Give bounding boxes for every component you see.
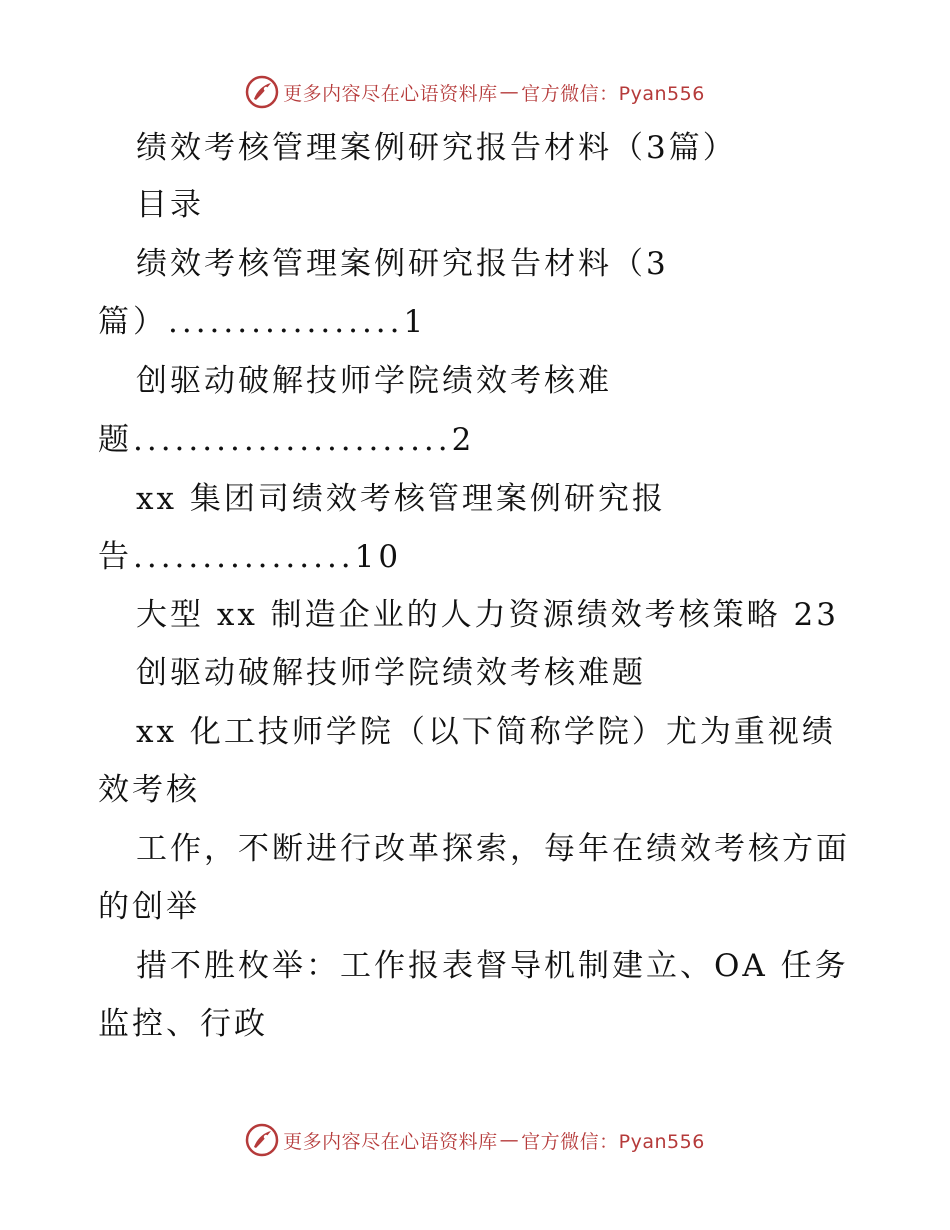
toc-heading: 目录 [136,187,204,223]
paragraph-line: 工作，不断进行改革探索，每年在绩效考核方面 [136,831,850,867]
banner-wechat-text: 官方微信：Pyan556 [521,82,705,105]
footer-watermark-banner [0,1120,950,1160]
toc-entry-3-line1: xx 集团司绩效考核管理案例研究报 [136,481,666,517]
paragraph-line: 效考核 [98,772,200,808]
banner-main-text: 更多内容尽在心语资料库 [283,1130,498,1153]
toc-entry-4: 大型 xx 制造企业的人力资源绩效考核策略 23 [136,597,839,633]
section-title: 创驱动破解技师学院绩效考核难题 [136,655,646,691]
paragraph-line: 措不胜枚举：工作报表督导机制建立、OA 任务 [136,948,849,984]
banner-wechat-text: 官方微信：Pyan556 [521,1130,705,1153]
paragraph-line: 的创举 [98,889,200,925]
banner-separator: — [499,81,520,103]
toc-entry-2-line2: 题.......................2 [98,422,476,458]
quill-pen-logo-icon [245,1123,279,1157]
quill-pen-logo-icon [245,75,279,109]
document-title: 绩效考核管理案例研究报告材料（3篇） [136,130,737,166]
toc-entry-3-line2: 告................10 [98,539,403,575]
header-watermark-banner [0,72,950,112]
toc-entry-2-line1: 创驱动破解技师学院绩效考核难 [136,363,612,399]
toc-entry-1-line1: 绩效考核管理案例研究报告材料（3 [136,246,669,282]
paragraph-line: 监控、行政 [98,1006,268,1042]
banner-separator: — [499,1129,520,1151]
paragraph-line: xx 化工技师学院（以下简称学院）尤为重视绩 [136,714,836,750]
banner-main-text: 更多内容尽在心语资料库 [283,82,498,105]
toc-entry-1-line2: 篇）.................1 [98,304,428,340]
